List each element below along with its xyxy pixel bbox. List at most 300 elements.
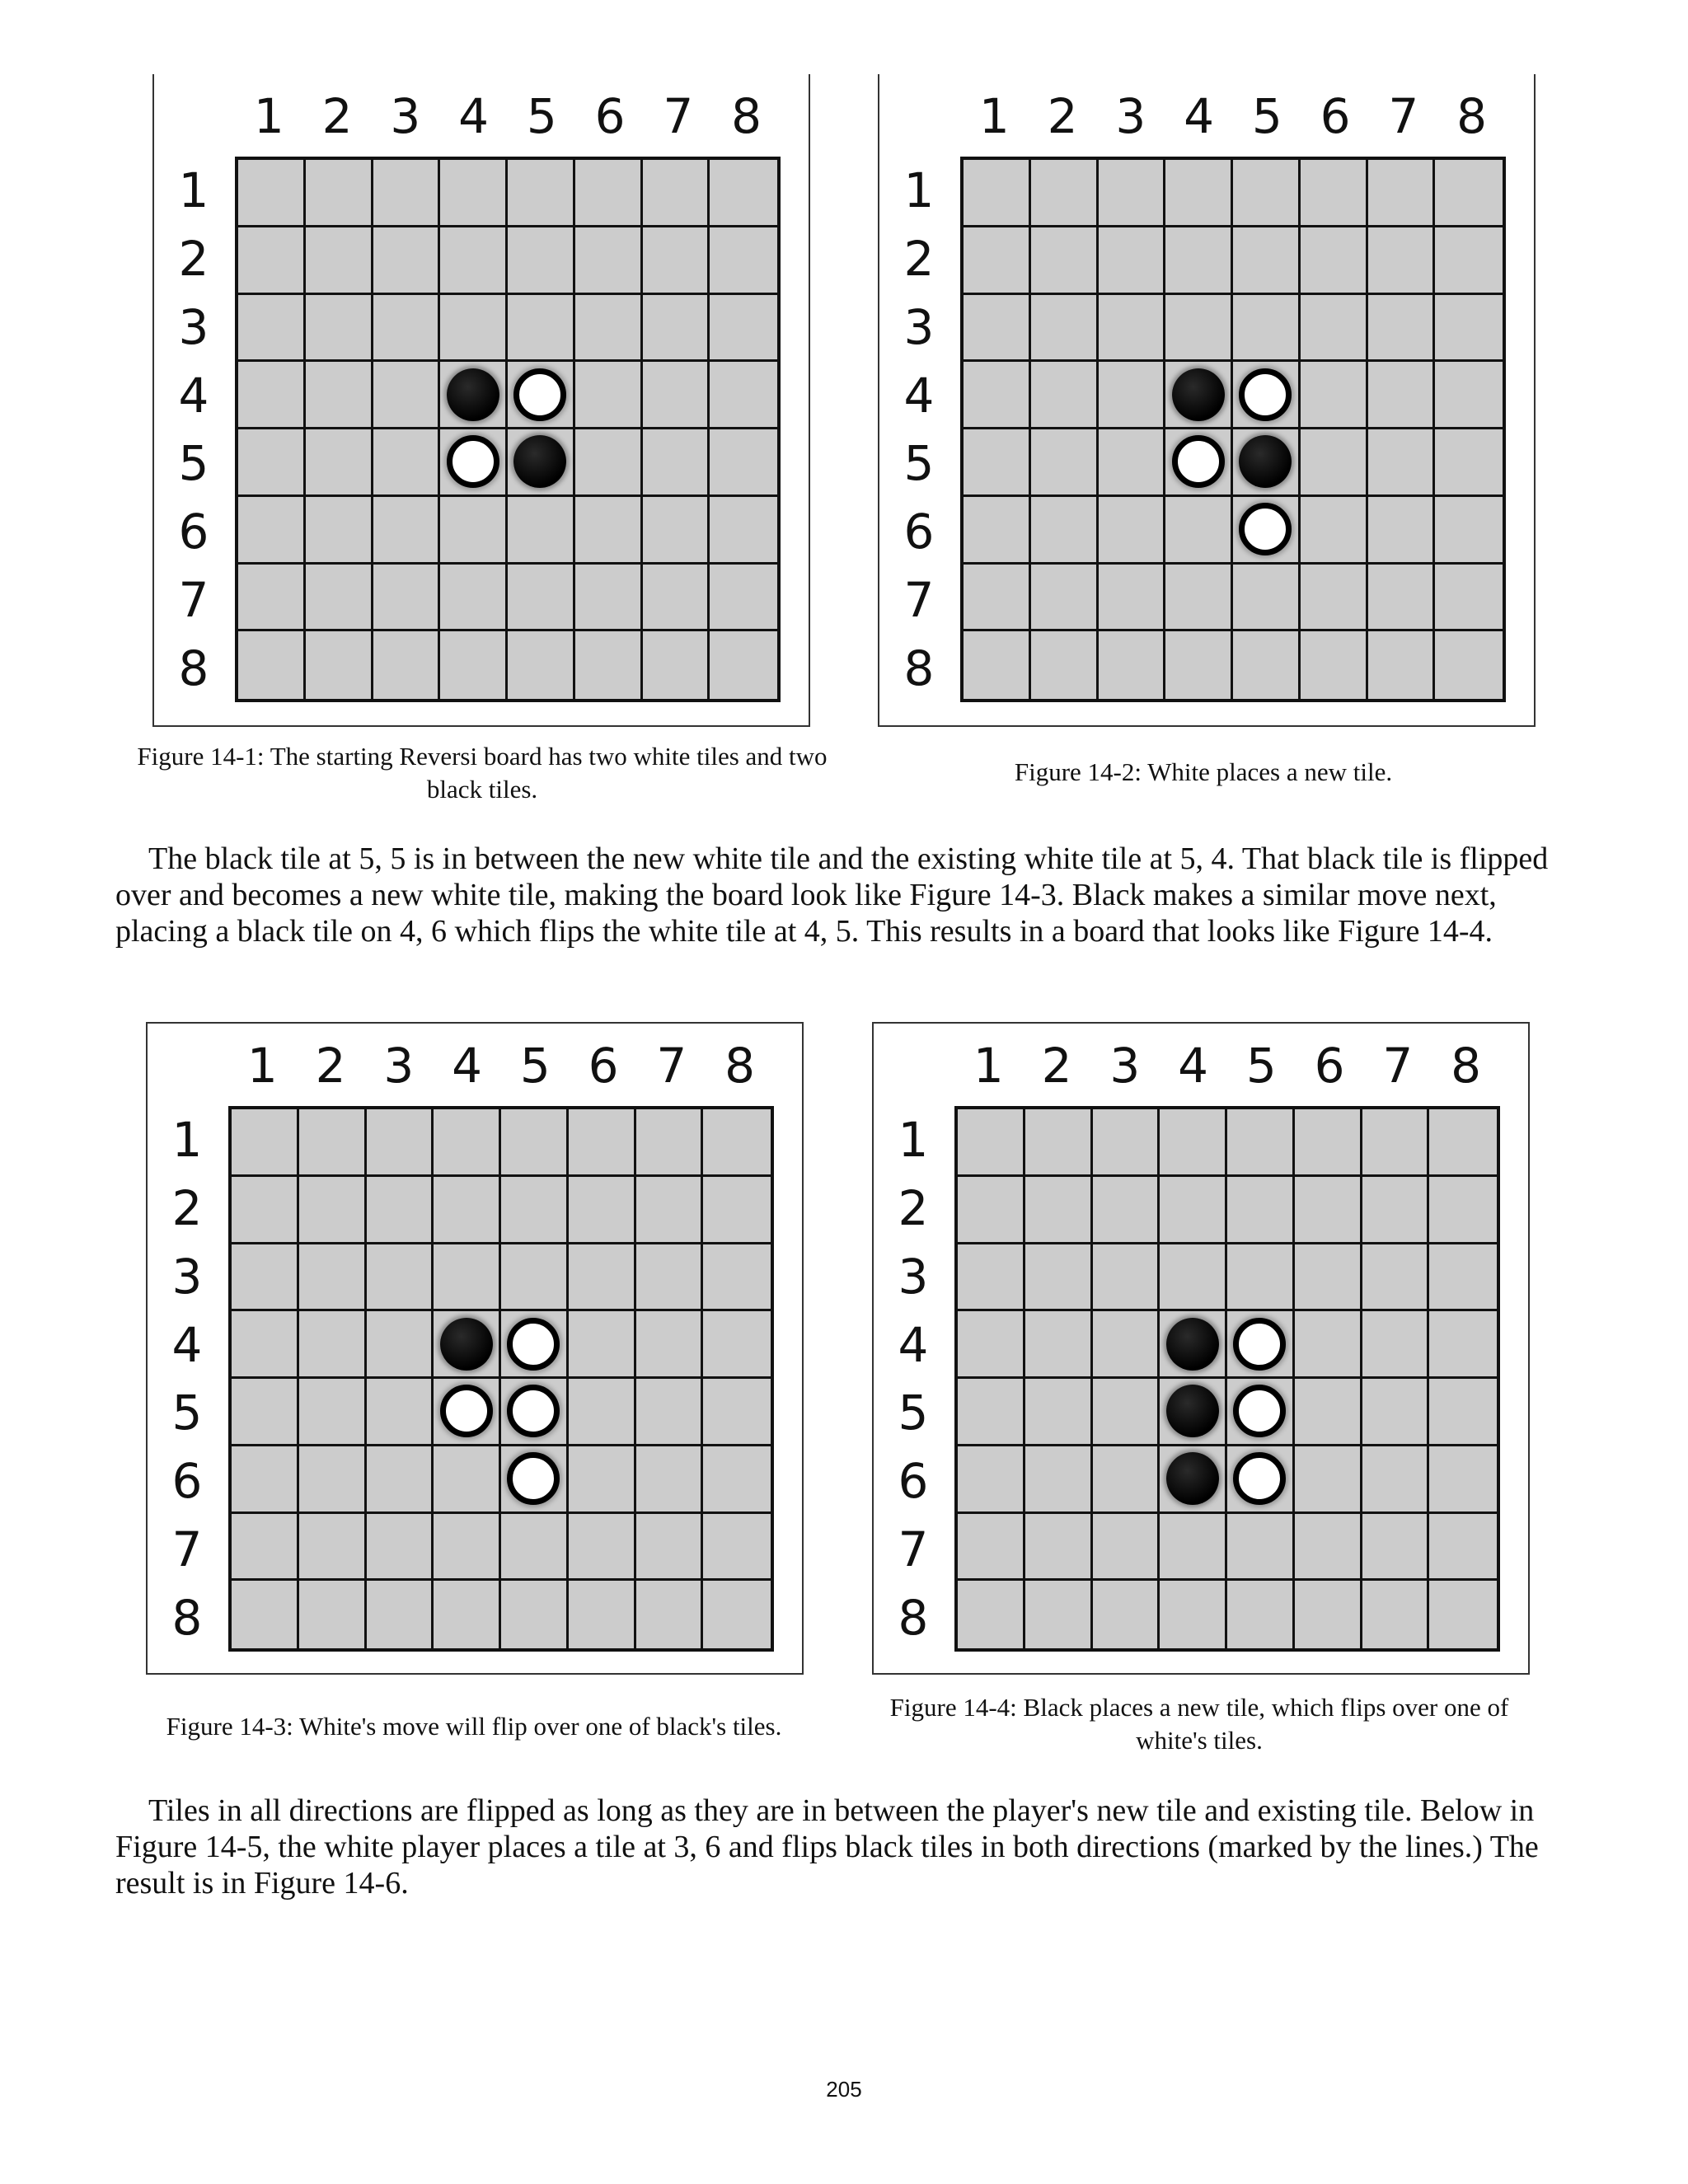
board-cell [501,1446,569,1514]
column-label: 1 [978,88,1010,144]
board-cell [575,227,643,295]
row-label: 7 [903,571,935,628]
board-cell [367,1379,434,1446]
board-cell [1165,362,1233,429]
board-cell [373,227,441,295]
board-cell [1025,1581,1093,1648]
board-cell [958,1177,1025,1244]
board-cell [306,227,373,295]
column-label: 7 [663,88,694,144]
board-cell [1301,497,1368,565]
board-cell [306,429,373,497]
board-cell [299,1379,367,1446]
board-cell [1031,362,1099,429]
row-label: 6 [898,1453,929,1510]
board-cell [367,1446,434,1514]
board-cell [636,1244,704,1312]
board-cell [1362,1514,1430,1582]
figure-caption: Figure 14-1: The starting Reversi board has two white tiles and two black tiles. [137,742,828,804]
board-cell [710,565,777,632]
column-label: 3 [390,88,421,144]
board-cell [232,1446,299,1514]
column-label: 2 [315,1038,346,1094]
board-cell [508,565,575,632]
column-label: 7 [1382,1038,1414,1094]
board-cell [643,631,710,699]
board-cell [373,295,441,363]
board-cell [703,1177,771,1244]
board-cell [1165,227,1233,295]
board-cell [306,565,373,632]
board-cell [299,1514,367,1582]
board-cell [1295,1379,1362,1446]
board-cell [501,1514,569,1582]
board-cell [1160,1581,1227,1648]
board-cell [508,631,575,699]
column-label: 8 [1451,1038,1482,1094]
board-cell [958,1244,1025,1312]
board-cell [958,1446,1025,1514]
board-cell [1099,631,1166,699]
board-cell [964,160,1031,227]
board-cell [1093,1109,1160,1177]
black-tile [513,435,566,488]
board-cell [367,1581,434,1648]
board-cell [1429,1177,1497,1244]
white-tile [507,1385,560,1437]
board-cell [1160,1379,1227,1446]
board-cell [958,1311,1025,1379]
column-label: 2 [1041,1038,1072,1094]
board-cell [299,1177,367,1244]
board-cell [1368,227,1436,295]
board-cell [643,227,710,295]
row-label: 5 [171,1385,203,1441]
board-cell [575,497,643,565]
board-cell [703,1514,771,1582]
column-label: 8 [731,88,762,144]
board-cell [643,295,710,363]
row-label: 8 [171,1589,203,1646]
column-label: 1 [973,1038,1004,1094]
row-label: 3 [898,1248,929,1305]
column-label: 8 [724,1038,756,1094]
board-grid [235,157,781,702]
row-label: 8 [903,640,935,696]
board-cell [1429,1581,1497,1648]
board-cell [232,1311,299,1379]
row-label: 2 [903,231,935,288]
board-cell [306,631,373,699]
board-cell [703,1311,771,1379]
row-label: 1 [903,162,935,219]
board-cell [306,497,373,565]
board-cell [1301,631,1368,699]
board-cell [1099,429,1166,497]
column-label: 5 [526,88,557,144]
board-cell [575,295,643,363]
board-cell [1099,227,1166,295]
board-cell [569,1581,636,1648]
column-label: 1 [253,88,284,144]
column-label: 5 [1251,88,1282,144]
board-cell [238,295,306,363]
board-cell [1429,1446,1497,1514]
board-cell [306,295,373,363]
board-cell [1031,565,1099,632]
white-tile [1233,1318,1286,1371]
board-cell [367,1177,434,1244]
column-label: 6 [1314,1038,1345,1094]
board-cell [1362,1244,1430,1312]
board-cell [373,497,441,565]
board-cell [1025,1177,1093,1244]
column-label: 2 [1047,88,1078,144]
board-cell [1233,565,1301,632]
board-cell [1435,497,1503,565]
board-cell [232,1581,299,1648]
row-label: 3 [171,1248,203,1305]
row-label: 1 [898,1112,929,1169]
board-cell [1233,295,1301,363]
column-label: 1 [246,1038,278,1094]
white-tile [1233,1385,1286,1437]
row-label: 5 [898,1385,929,1441]
board-cell [238,497,306,565]
board-cell [508,160,575,227]
board-cell [367,1514,434,1582]
column-label: 3 [1109,1038,1141,1094]
board-cell [1165,631,1233,699]
figure-caption: Figure 14-3: White's move will flip over one of black's tiles. [166,1712,782,1741]
board-cell [1435,160,1503,227]
board-cell [1435,429,1503,497]
row-label: 3 [178,298,209,355]
board-cell [1233,160,1301,227]
board-cell [636,1379,704,1446]
column-label: 3 [1115,88,1146,144]
page-number: 205 [826,2077,862,2102]
board-cell [964,362,1031,429]
white-tile [1172,435,1225,488]
board-cell [238,227,306,295]
board-cell [1368,497,1436,565]
board-cell [1031,160,1099,227]
board-cell [964,565,1031,632]
board-cell [703,1581,771,1648]
board-cell [238,160,306,227]
row-label: 2 [178,231,209,288]
board-cell [1368,362,1436,429]
row-label: 6 [178,504,209,560]
board-cell [1227,1109,1295,1177]
column-label: 6 [588,1038,619,1094]
board-cell [1227,1177,1295,1244]
board-cell [1295,1109,1362,1177]
white-tile [1239,503,1292,555]
row-label: 2 [171,1180,203,1237]
board-cell [306,362,373,429]
board-cell [1160,1177,1227,1244]
board-cell [373,362,441,429]
column-label: 5 [519,1038,551,1094]
white-tile [1233,1452,1286,1505]
board-cell [434,1446,501,1514]
board-cell [1368,631,1436,699]
board-cell [1233,227,1301,295]
board-cell [508,362,575,429]
board-cell [964,429,1031,497]
row-label: 4 [903,367,935,424]
board-cell [636,1446,704,1514]
board-cell [1160,1109,1227,1177]
board-cell [964,295,1031,363]
board-cell [299,1244,367,1312]
row-label: 3 [903,298,935,355]
board-cell [569,1446,636,1514]
board-cell [1429,1244,1497,1312]
board-cell [1362,1446,1430,1514]
board-cell [710,362,777,429]
black-tile [440,1318,493,1371]
board-cell [434,1379,501,1446]
board-cell [1227,1379,1295,1446]
board-cell [703,1109,771,1177]
board-cell [636,1109,704,1177]
board-cell [501,1109,569,1177]
board-cell [1099,497,1166,565]
board-cell [1301,429,1368,497]
board-cell [636,1581,704,1648]
row-label: 7 [171,1521,203,1577]
board-cell [1227,1244,1295,1312]
board-cell [1429,1311,1497,1379]
column-label: 7 [656,1038,687,1094]
board-grid [954,1106,1500,1652]
board-cell [1099,362,1166,429]
board-cell [575,160,643,227]
board-cell [508,295,575,363]
board-cell [232,1244,299,1312]
board-cell [643,429,710,497]
board-cell [964,227,1031,295]
board-cell [958,1109,1025,1177]
row-label: 7 [178,571,209,628]
board-cell [1435,227,1503,295]
board-cell [1031,227,1099,295]
board-cell [1301,160,1368,227]
board-cell [232,1177,299,1244]
board-cell [1362,1109,1430,1177]
board-grid [228,1106,774,1652]
board-cell [1093,1514,1160,1582]
board-cell [1295,1311,1362,1379]
column-label: 4 [1184,88,1215,144]
board-cell [1362,1177,1430,1244]
board-cell [1435,295,1503,363]
board-cell [958,1379,1025,1446]
board-cell [299,1446,367,1514]
board-cell [1031,631,1099,699]
board-cell [703,1244,771,1312]
board-cell [238,565,306,632]
board-cell [1301,227,1368,295]
column-label: 5 [1245,1038,1277,1094]
row-label: 4 [178,367,209,424]
board-cell [501,1244,569,1312]
black-tile [1172,368,1225,421]
board-cell [710,497,777,565]
board-cell [232,1109,299,1177]
board-cell [636,1311,704,1379]
white-tile [1239,368,1292,421]
board-cell [434,1244,501,1312]
board-cell [1165,497,1233,565]
board-cell [440,631,508,699]
row-label: 2 [898,1180,929,1237]
row-label: 4 [898,1316,929,1373]
board-cell [1093,1379,1160,1446]
board-cell [575,565,643,632]
board-cell [367,1244,434,1312]
board-cell [1227,1446,1295,1514]
board-cell [1025,1446,1093,1514]
board-cell [508,429,575,497]
board-cell [1295,1244,1362,1312]
board-cell [710,295,777,363]
board-cell [1165,295,1233,363]
board-cell [440,429,508,497]
board-cell [1368,295,1436,363]
board-cell [575,631,643,699]
column-label: 8 [1456,88,1488,144]
board-cell [569,1514,636,1582]
board-cell [710,429,777,497]
board-cell [964,497,1031,565]
board-cell [1165,160,1233,227]
board-cell [508,227,575,295]
board-cell [643,565,710,632]
board-cell [703,1379,771,1446]
row-label: 5 [178,435,209,492]
board-cell [710,227,777,295]
board-cell [299,1311,367,1379]
board-cell [1435,362,1503,429]
board-cell [1429,1109,1497,1177]
column-label: 6 [594,88,626,144]
board-cell [1093,1446,1160,1514]
board-cell [964,631,1031,699]
board-cell [1025,1109,1093,1177]
board-cell [569,1311,636,1379]
board-cell [1368,429,1436,497]
board-cell [703,1446,771,1514]
board-cell [569,1109,636,1177]
board-cell [643,362,710,429]
column-label: 2 [321,88,353,144]
row-label: 6 [171,1453,203,1510]
column-label: 4 [458,88,490,144]
board-cell [232,1379,299,1446]
board-cell [1233,497,1301,565]
board-cell [1160,1244,1227,1312]
figure-caption: Figure 14-4: Black places a new tile, which flips over one of white's tiles. [889,1693,1509,1755]
board-grid [960,157,1506,702]
board-cell [238,429,306,497]
board-cell [508,497,575,565]
board-cell [958,1581,1025,1648]
figure-caption: Figure 14-2: White places a new tile. [1014,757,1393,786]
column-label: 6 [1320,88,1351,144]
board-cell [373,160,441,227]
board-cell [643,497,710,565]
board-cell [575,429,643,497]
board-cell [434,1177,501,1244]
white-tile [507,1318,560,1371]
board-cell [373,565,441,632]
board-cell [238,362,306,429]
column-label: 7 [1388,88,1419,144]
board-cell [569,1244,636,1312]
black-tile [447,368,499,421]
board-cell [1165,429,1233,497]
board-cell [434,1581,501,1648]
white-tile [513,368,566,421]
board-cell [1025,1311,1093,1379]
board-cell [440,362,508,429]
board-cell [501,1379,569,1446]
board-cell [434,1311,501,1379]
board-cell [299,1109,367,1177]
board-cell [636,1514,704,1582]
board-cell [440,227,508,295]
black-tile [1166,1385,1219,1437]
column-label: 3 [383,1038,415,1094]
board-cell [238,631,306,699]
board-cell [1160,1311,1227,1379]
white-tile [447,435,499,488]
board-cell [1301,295,1368,363]
body-paragraph: Tiles in all directions are flipped as long as they are in between the player's new tile and existing tile. Below in Figure 14-5, the white player places a tile at 3, 6 and flips black tiles in both directions (marked by the lines.) The result is in Figure 14-6. [115,1793,1539,1900]
board-cell [373,631,441,699]
row-label: 8 [178,640,209,696]
board-cell [440,497,508,565]
black-tile [1166,1452,1219,1505]
board-cell [299,1581,367,1648]
board-cell [1093,1177,1160,1244]
board-cell [1435,565,1503,632]
board-cell [1093,1244,1160,1312]
column-label: 4 [452,1038,483,1094]
board-cell [1093,1581,1160,1648]
board-cell [1368,160,1436,227]
board-cell [1295,1514,1362,1582]
board-cell [1031,295,1099,363]
black-tile [1166,1318,1219,1371]
board-cell [1093,1311,1160,1379]
board-cell [1295,1177,1362,1244]
board-cell [440,295,508,363]
board-cell [1031,497,1099,565]
board-cell [1025,1379,1093,1446]
body-paragraph: The black tile at 5, 5 is in between the new white tile and the existing white tile at 5, 4. That black tile is flipped over and becomes a new white tile, making the board look like Figure 14-3. Black makes a similar move next, placing a black tile on 4, 6 which flips the white tile at 4, 5. This results in a board that looks like Figure 14-4. [115,841,1549,949]
row-label: 4 [171,1316,203,1373]
board-cell [1435,631,1503,699]
board-cell [1362,1311,1430,1379]
board-cell [1099,295,1166,363]
board-cell [1368,565,1436,632]
board-cell [367,1109,434,1177]
